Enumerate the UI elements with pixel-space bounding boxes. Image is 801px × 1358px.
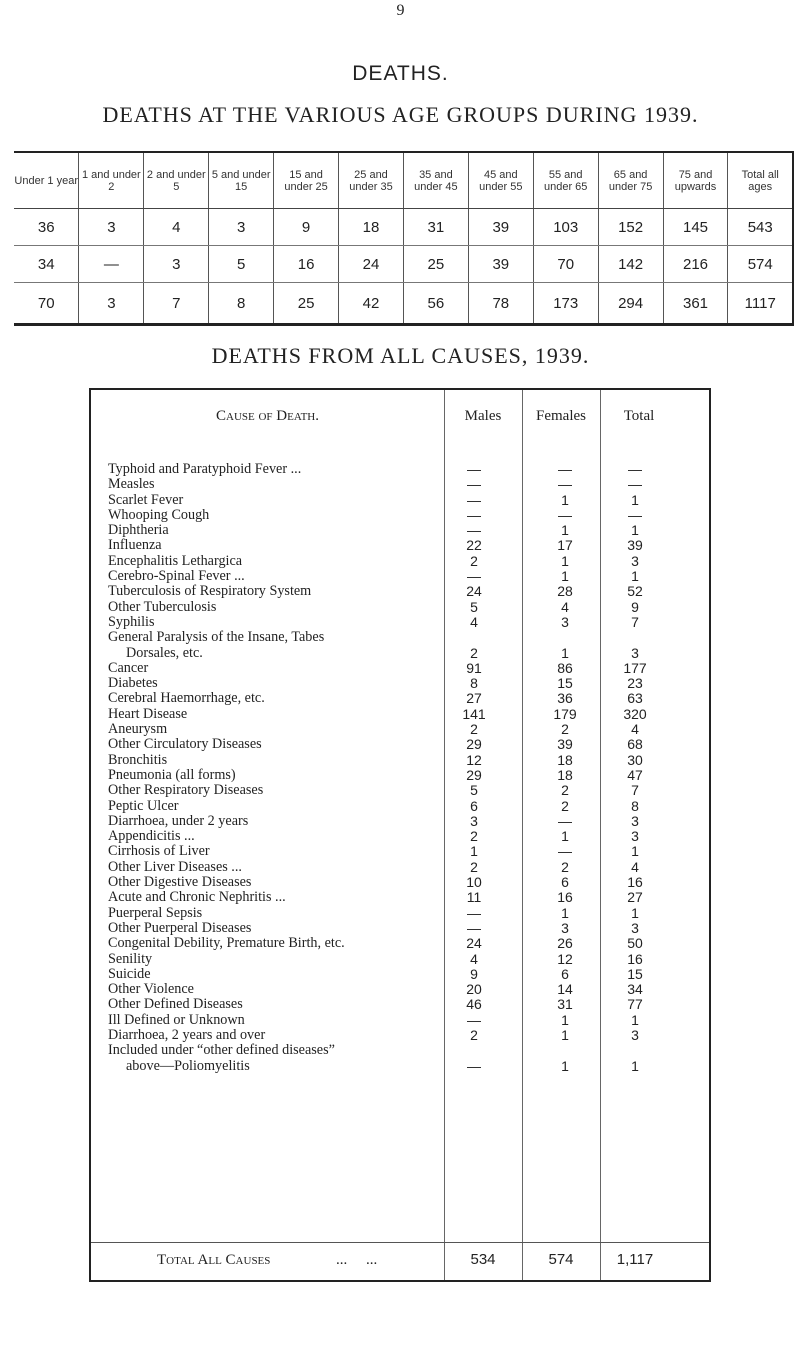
females-value: 31	[557, 996, 573, 1013]
total-value: 77	[627, 996, 643, 1013]
females-value: 6	[561, 874, 569, 891]
table-row	[91, 753, 709, 768]
males-value: 91	[466, 659, 482, 676]
males-value: 9	[470, 965, 478, 982]
total-value: 47	[627, 766, 643, 783]
total-value: 50	[627, 935, 643, 952]
cause-name: Other Digestive Diseases	[108, 875, 252, 891]
total-value: 3	[631, 919, 639, 936]
females-value: 1	[561, 1026, 569, 1043]
cause-name: Congenital Debility, Premature Birth, etc.	[108, 936, 345, 952]
females-value: 2	[561, 721, 569, 738]
age-cell: 25	[274, 283, 339, 325]
cause-name: Cerebro-Spinal Fever ...	[108, 569, 245, 585]
males-value: —	[467, 568, 481, 585]
table-row	[91, 523, 709, 538]
total-value: 1	[631, 491, 639, 508]
total-value: —	[628, 506, 642, 523]
table-row	[91, 508, 709, 523]
age-cell: 216	[663, 246, 728, 283]
males-value: 12	[466, 751, 482, 768]
age-header-cell: 5 and under 15	[209, 152, 274, 209]
cause-name: Diphtheria	[108, 523, 169, 539]
total-value: 1	[631, 1057, 639, 1074]
females-value: 18	[557, 751, 573, 768]
cause-name: Tuberculosis of Respiratory System	[108, 584, 312, 600]
age-cell: 361	[663, 283, 728, 325]
males-value: —	[467, 1011, 481, 1028]
age-cell: 7	[144, 283, 209, 325]
age-cell: 36	[14, 209, 79, 246]
females-value: —	[558, 843, 572, 860]
total-value: —	[628, 476, 642, 493]
age-cell: 103	[533, 209, 598, 246]
total-value: 52	[627, 583, 643, 600]
table-row	[91, 477, 709, 492]
age-cell: —	[79, 246, 144, 283]
cause-name: Cancer	[108, 660, 149, 676]
cause-name: General Paralysis of the Insane, Tabes	[108, 630, 325, 646]
total-column-header: Total	[623, 408, 655, 424]
table-row	[91, 584, 709, 599]
cause-name: Typhoid and Paratyphoid Fever ...	[108, 462, 302, 477]
cause-list	[91, 462, 709, 1074]
females-value: 1	[561, 1011, 569, 1028]
table-row	[14, 283, 793, 325]
table-row	[91, 707, 709, 722]
females-value: 1	[561, 491, 569, 508]
females-value: —	[558, 506, 572, 523]
cause-name: Dorsales, etc.	[126, 645, 203, 661]
males-value: 2	[470, 644, 478, 661]
age-cell: 3	[209, 209, 274, 246]
age-header-cell: 1 and under 2	[79, 152, 144, 209]
females-value: 28	[557, 583, 573, 600]
table-row	[91, 768, 709, 783]
table-row	[91, 906, 709, 921]
males-value: 6	[470, 797, 478, 814]
table-row	[14, 246, 793, 283]
total-value: 39	[627, 537, 643, 554]
cause-name: Acute and Chronic Nephritis ...	[108, 890, 286, 906]
age-cell: 152	[598, 209, 663, 246]
total-label: Total All Causes	[157, 1252, 271, 1268]
table-row	[91, 493, 709, 508]
males-value: 5	[470, 782, 478, 799]
females-value: 1	[561, 552, 569, 569]
males-value: 29	[466, 736, 482, 753]
age-cell: 31	[403, 209, 468, 246]
age-cell: 4	[144, 209, 209, 246]
total-value: 3	[631, 1026, 639, 1043]
table-row	[91, 997, 709, 1012]
cause-name: Appendicitis ...	[108, 829, 195, 845]
males-value: 141	[462, 705, 486, 722]
age-cell: 34	[14, 246, 79, 283]
cause-name: Diarrhoea, under 2 years	[108, 813, 249, 829]
cause-name: Scarlet Fever	[108, 492, 184, 508]
table-row	[91, 615, 709, 630]
age-header-cell: 45 and under 55	[468, 152, 533, 209]
males-value: —	[467, 476, 481, 493]
females-value: 2	[561, 782, 569, 799]
males-value: 1	[470, 843, 478, 860]
table-row	[91, 967, 709, 982]
table-row	[14, 209, 793, 246]
total-value: 1	[631, 568, 639, 585]
table-row	[91, 722, 709, 737]
total-value: 4	[631, 858, 639, 875]
table-row	[91, 630, 709, 645]
age-header-cell: 65 and under 75	[598, 152, 663, 209]
males-value: 4	[470, 613, 478, 630]
table-row	[91, 462, 709, 477]
table-row	[91, 875, 709, 890]
page-number: 9	[396, 2, 405, 19]
cause-name: Encephalitis Lethargica	[108, 553, 243, 569]
causes-table	[89, 388, 711, 1282]
females-value: 1	[561, 904, 569, 921]
cause-name: Puerperal Sepsis	[108, 905, 203, 921]
table-row	[91, 691, 709, 706]
total-value: 177	[623, 659, 647, 676]
total-value: 7	[631, 782, 639, 799]
cause-name: Other Respiratory Diseases	[108, 783, 264, 799]
total-value: 34	[627, 981, 643, 998]
table-row	[91, 783, 709, 798]
age-cell: 8	[209, 283, 274, 325]
total-value: 16	[627, 950, 643, 967]
table-row	[91, 1059, 709, 1074]
table-row	[91, 646, 709, 661]
total-value: 8	[631, 797, 639, 814]
males-value: —	[467, 919, 481, 936]
total-value: 3	[631, 552, 639, 569]
age-cell: 3	[79, 283, 144, 325]
table-row	[91, 829, 709, 844]
age-cell: 56	[403, 283, 468, 325]
total-value: 3	[631, 644, 639, 661]
females-value: 1	[561, 1057, 569, 1074]
females-value: 36	[557, 690, 573, 707]
cause-name: Ill Defined or Unknown	[108, 1012, 245, 1028]
total-value: 68	[627, 736, 643, 753]
table-row	[91, 1013, 709, 1028]
age-groups-table	[14, 151, 794, 326]
males-value: 2	[470, 721, 478, 738]
age-cell: 3	[79, 209, 144, 246]
age-cell: 142	[598, 246, 663, 283]
total-value: 30	[627, 751, 643, 768]
age-cell: 70	[533, 246, 598, 283]
age-header-cell: 15 and under 25	[274, 152, 339, 209]
males-value: 2	[470, 1026, 478, 1043]
table-row	[91, 952, 709, 967]
females-value: 16	[557, 889, 573, 906]
cause-name: Measles	[108, 477, 155, 493]
table-row	[91, 890, 709, 905]
females-value: 1	[561, 828, 569, 845]
cause-name: Heart Disease	[108, 706, 188, 722]
age-cell: 42	[339, 283, 404, 325]
females-value: 86	[557, 659, 573, 676]
males-value: 8	[470, 675, 478, 692]
cause-name: Other Defined Diseases	[108, 997, 243, 1013]
males-value: 10	[466, 874, 482, 891]
cause-name: Other Tuberculosis	[108, 599, 217, 615]
males-value: 20	[466, 981, 482, 998]
cause-name: Other Liver Diseases ...	[108, 859, 242, 875]
total-value: 4	[631, 721, 639, 738]
age-cell: 574	[728, 246, 793, 283]
table-row	[91, 569, 709, 584]
total-value: 3	[631, 812, 639, 829]
cause-name: Whooping Cough	[108, 507, 210, 523]
males-value: 24	[466, 935, 482, 952]
age-header-cell: Under 1 year	[14, 152, 79, 209]
total-value: 1	[631, 522, 639, 539]
total-value: 23	[627, 675, 643, 692]
cause-name: Other Circulatory Diseases	[108, 737, 262, 753]
total-value: 1	[631, 843, 639, 860]
females-value: 3	[561, 613, 569, 630]
total-value: 1	[631, 1011, 639, 1028]
table-row	[91, 538, 709, 553]
males-value: 4	[470, 950, 478, 967]
age-cell: 294	[598, 283, 663, 325]
age-cell: 70	[14, 283, 79, 325]
total-value: —	[628, 461, 642, 477]
total-value: 9	[631, 598, 639, 615]
age-header-cell: 75 and upwards	[663, 152, 728, 209]
age-cell: 39	[468, 209, 533, 246]
cause-name: Bronchitis	[108, 752, 168, 768]
age-header-cell: 2 and under 5	[144, 152, 209, 209]
total-value: 16	[627, 874, 643, 891]
cause-name: Other Puerperal Diseases	[108, 920, 252, 936]
table-row	[91, 799, 709, 814]
males-value: 2	[470, 828, 478, 845]
total-value: 15	[627, 965, 643, 982]
table-row	[91, 1028, 709, 1043]
total-row: Total All Causes ... ... 534 574 1,117	[91, 1244, 709, 1276]
cause-name: Other Violence	[108, 982, 194, 998]
table-row	[91, 860, 709, 875]
age-cell: 543	[728, 209, 793, 246]
table-row	[91, 554, 709, 569]
age-cell: 1117	[728, 283, 793, 325]
males-value: 2	[470, 858, 478, 875]
table-row	[91, 676, 709, 691]
females-value: —	[558, 476, 572, 493]
females-value: 6	[561, 965, 569, 982]
table-row	[91, 737, 709, 752]
age-header-cell: 25 and under 35	[339, 152, 404, 209]
age-header-cell: 55 and under 65	[533, 152, 598, 209]
total-all: 1,117	[616, 1251, 654, 1268]
males-value: 24	[466, 583, 482, 600]
total-males: 534	[470, 1251, 496, 1268]
males-value: —	[467, 522, 481, 539]
cause-name: Included under “other defined diseases”	[108, 1043, 335, 1059]
causes-table-title: DEATHS FROM ALL CAUSES, 1939.	[211, 343, 590, 368]
cause-name: Diarrhoea, 2 years and over	[108, 1027, 266, 1043]
cause-name: Aneurysm	[108, 722, 168, 738]
cause-name: Pneumonia (all forms)	[108, 767, 236, 783]
males-value: —	[467, 904, 481, 921]
total-value: 7	[631, 613, 639, 630]
section-heading: DEATHS.	[352, 62, 449, 85]
age-cell: 39	[468, 246, 533, 283]
table-row	[91, 921, 709, 936]
table-row	[91, 936, 709, 951]
females-value: 26	[557, 935, 573, 952]
cause-column-header: Cause of Death.	[216, 408, 319, 424]
females-value: 14	[557, 981, 573, 998]
cause-name: Cirrhosis of Liver	[108, 844, 210, 860]
males-value: 27	[466, 690, 482, 707]
cause-name: Syphilis	[108, 614, 155, 630]
males-value: 11	[466, 889, 482, 906]
total-value: 27	[627, 889, 643, 906]
females-value: 39	[557, 736, 573, 753]
cause-name: Suicide	[108, 966, 151, 982]
males-value: —	[467, 491, 481, 508]
table-row	[91, 1043, 709, 1058]
males-value: 22	[466, 537, 482, 554]
cause-name: Cerebral Haemorrhage, etc.	[108, 691, 265, 707]
total-value: 3	[631, 828, 639, 845]
age-table-title: DEATHS AT THE VARIOUS AGE GROUPS DURING 1939.	[102, 102, 699, 127]
females-value: —	[558, 461, 572, 477]
table-row	[91, 982, 709, 997]
males-value: 5	[470, 598, 478, 615]
total-females: 574	[548, 1251, 574, 1268]
cause-name: Influenza	[108, 538, 162, 554]
females-value: 2	[561, 858, 569, 875]
males-value: 29	[466, 766, 482, 783]
males-value: 46	[466, 996, 482, 1013]
females-value: 3	[561, 919, 569, 936]
females-value: 1	[561, 644, 569, 661]
total-value: 320	[623, 705, 647, 722]
total-value: 1	[631, 904, 639, 921]
females-value: 12	[557, 950, 573, 967]
age-header-cell: 35 and under 45	[403, 152, 468, 209]
males-value: 2	[470, 552, 478, 569]
females-value: 1	[561, 568, 569, 585]
females-value: 4	[561, 598, 569, 615]
females-value: —	[558, 812, 572, 829]
cause-name: above—Poliomyelitis	[126, 1058, 250, 1074]
age-cell: 9	[274, 209, 339, 246]
total-value: 63	[627, 690, 643, 707]
table-row	[91, 814, 709, 829]
males-value: —	[467, 1057, 481, 1074]
females-value: 18	[557, 766, 573, 783]
females-value: 2	[561, 797, 569, 814]
age-cell: 3	[144, 246, 209, 283]
age-cell: 24	[339, 246, 404, 283]
age-cell: 16	[274, 246, 339, 283]
females-value: 179	[553, 705, 577, 722]
females-value: 1	[561, 522, 569, 539]
females-value: 17	[557, 537, 573, 554]
age-cell: 5	[209, 246, 274, 283]
table-row	[91, 844, 709, 859]
males-value: —	[467, 506, 481, 523]
age-header-cell: Total all ages	[728, 152, 793, 209]
males-value: 3	[470, 812, 478, 829]
age-cell: 173	[533, 283, 598, 325]
cause-name: Senility	[108, 951, 153, 967]
males-column-header: Males	[464, 408, 502, 424]
cause-name: Peptic Ulcer	[108, 798, 179, 814]
males-value: —	[467, 461, 481, 477]
table-row	[91, 600, 709, 615]
age-cell: 78	[468, 283, 533, 325]
age-cell: 18	[339, 209, 404, 246]
cause-name: Diabetes	[108, 676, 158, 692]
table-row	[91, 661, 709, 676]
age-cell: 145	[663, 209, 728, 246]
females-value: 15	[557, 675, 573, 692]
age-cell: 25	[403, 246, 468, 283]
females-column-header: Females	[536, 408, 586, 424]
